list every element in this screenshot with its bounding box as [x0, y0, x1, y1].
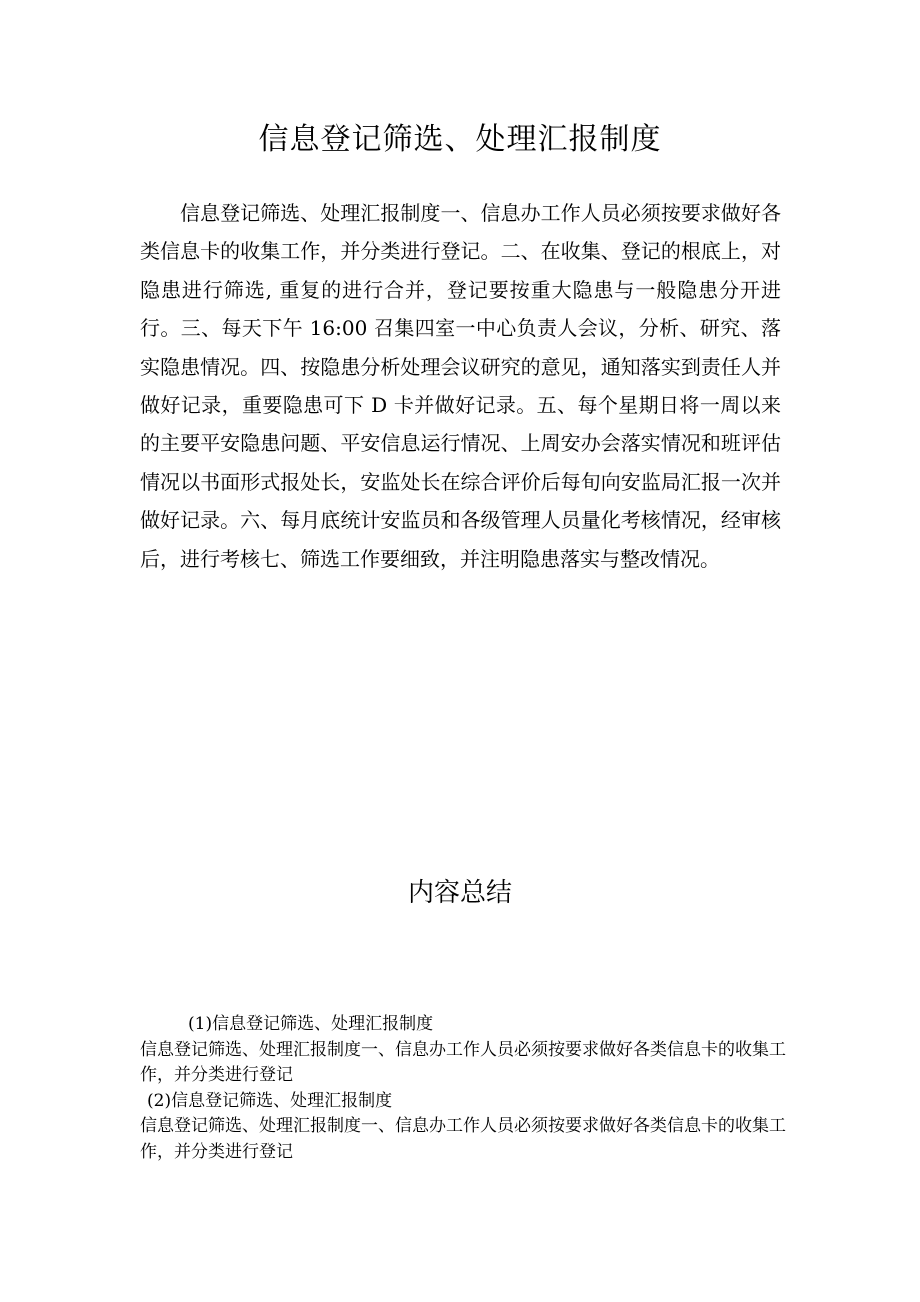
document-title: 信息登记筛选、处理汇报制度: [258, 122, 662, 157]
summary-item-title: (1)信息登记筛选、处理汇报制度: [188, 1014, 434, 1034]
summary-item-text: 信息登记筛选、处理汇报制度一、信息办工作人员必须按要求做好各类信息卡的收集工作，并分类进行登记: [140, 1039, 786, 1085]
summary-section: [140, 1012, 790, 1165]
summary-item-text: 信息登记筛选、处理汇报制度一、信息办工作人员必须按要求做好各类信息卡的收集工作，并分类进行登记: [140, 1116, 786, 1162]
summary-item-title: (2)信息登记筛选、处理汇报制度: [147, 1090, 393, 1111]
summary-item: [140, 1089, 790, 1166]
summary-item: [140, 1012, 790, 1089]
document-body-paragraph: 信息登记筛选、处理汇报制度一、信息办工作人员必须按要求做好各类信息卡的收集工作，并分类进行登记。二、在收集、登记的根底上，对隐患进行筛选, 重复的进行合并，登记要按重大隐患与一般隐患分开进行。三、每天下午 16:00 召集四室一中心负责人会议，分析、研究、落实隐患情况。四、按隐患分析处理会议研究的意见，通知落实到责任人并做好记录，重要隐患可下 D 卡并做好记录。五、每个星期日将一周以来的主要平安隐患问题、平安信息运行情况、上周安办会落实情况和班评估情况以书面形式报处长，安监处长在综合评价后每旬向安监局汇报一次并做好记录。六、每月底统计安监员和各级管理人员量化考核情况，经审核后，进行考核七、筛选工作要细致，并注明隐患落实与整改情况。: [140, 201, 781, 571]
summary-title: 内容总结: [407, 878, 512, 908]
